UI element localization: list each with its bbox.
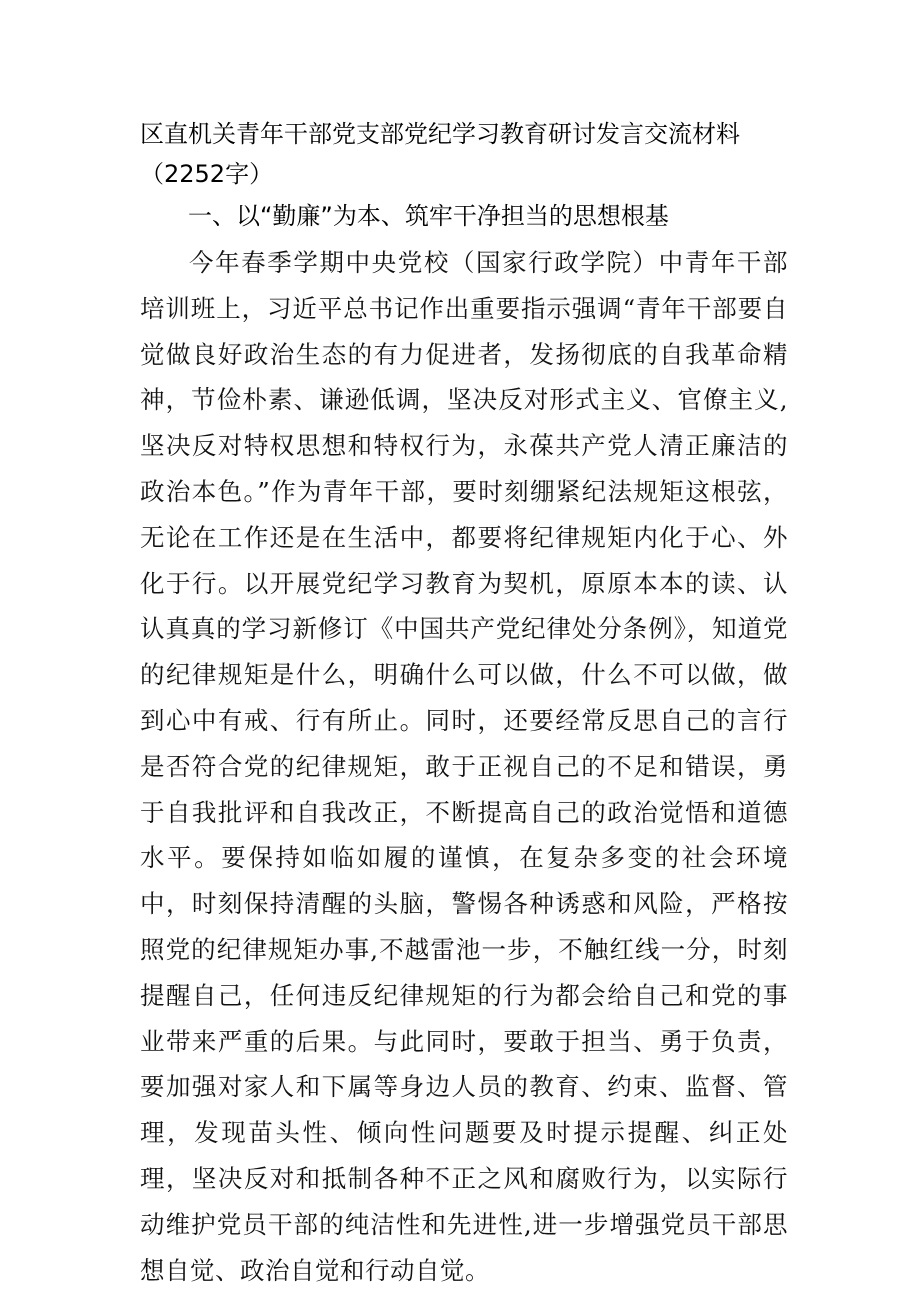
document-title: 区直机关青年干部党支部党纪学习教育研讨发言交流材料（2252字） [140, 120, 740, 188]
section-heading: 一、以“勤廉”为本、筑牢干净担当的思想根基 [188, 202, 669, 230]
body-paragraph: 今年春季学期中央党校（国家行政学院）中青年干部培训班上，习近平总书记作出重要指示强调“青年干部要自觉做良好政治生态的有力促进者，发扬彻底的自我革命精神，节俭朴素、谦逊低调，坚决反对形式主义、官僚主义,坚决反对特权思想和特权行为，永葆共产党人清正廉洁的政治本色。”作为青年干部，要时刻绷紧纪法规矩这根弦，无论在工作还是在生活中，都要将纪律规矩内化于心、外化于行。以开展党纪学习教育为契机，原原本本的读、认认真真的学习新修订《中国共产党纪律处分条例》，知道党的纪律规矩是什么，明确什么可以做，什么不可以做，做到心中有戒、行有所止。同时，还要经常反思自己的言行是否符合党的纪律规矩，敢于正视自己的不足和错误，勇于自我批评和自我改正，不断提高自己的政治觉悟和道德水平。要保持如临如履的谨慎，在复杂多变的社会环境中，时刻保持清醒的头脑，警惕各种诱惑和风险，严格按照党的纪律规矩办事,不越雷池一步，不触红线一分，时刻提醒自己，任何违反纪律规矩的行为都会给自己和党的事业带来严重的后果。与此同时，要敢于担当、勇于负责，要加强对家人和下属等身边人员的教育、约束、监督、管理，发现苗头性、倾向性问题要及时提示提醒、纠正处理，坚决反对和抵制各种不正之风和腐败行为，以实际行动维护党员干部的纯洁性和先进性,进一步增强党员干部思想自觉、政治自觉和行动自觉。 [140, 248, 788, 1285]
